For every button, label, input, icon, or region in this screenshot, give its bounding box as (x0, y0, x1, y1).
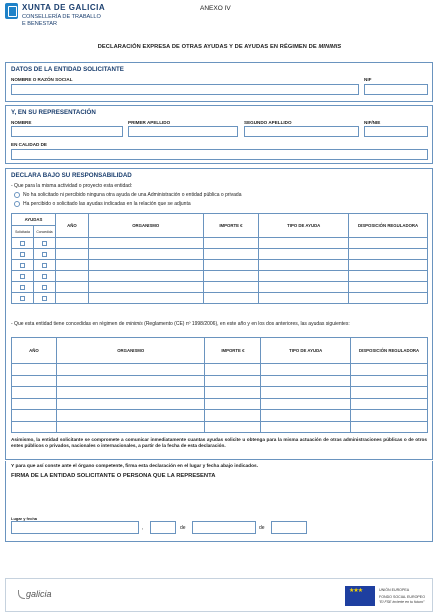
logo-title: XUNTA DE GALICIA (22, 3, 106, 12)
entity-nif-field[interactable] (364, 84, 428, 95)
solicitada-checkbox[interactable] (20, 274, 25, 279)
t1-cell[interactable] (88, 282, 203, 293)
t1-cell[interactable] (203, 282, 259, 293)
concedida-cell (33, 238, 55, 249)
eu-line3: "El FSE invierte en tu futuro" (379, 600, 425, 604)
rep-surname1-field[interactable] (128, 126, 238, 137)
t1-cell[interactable] (88, 293, 203, 304)
entity-section (5, 62, 433, 102)
t2-row (12, 375, 428, 387)
solicitada-checkbox[interactable] (20, 241, 25, 246)
t2-cell[interactable] (205, 375, 261, 387)
t2-cell[interactable] (261, 410, 351, 422)
t2-cell[interactable] (56, 364, 205, 376)
t2-cell[interactable] (205, 364, 261, 376)
t1-col-organism: ORGANISMO (88, 214, 203, 238)
t2-cell[interactable] (56, 398, 205, 410)
solicitada-checkbox[interactable] (20, 252, 25, 257)
t1-cell[interactable] (88, 271, 203, 282)
t1-cell[interactable] (55, 282, 88, 293)
t2-row (12, 410, 428, 422)
t1-cell[interactable] (203, 249, 259, 260)
declaration-intro: - Que para la misma actividad o proyecto esta entidad: (11, 183, 133, 189)
t1-cell[interactable] (88, 260, 203, 271)
t1-cell[interactable] (203, 260, 259, 271)
sub-concedida: Concedida (33, 226, 55, 238)
t1-cell[interactable] (259, 260, 349, 271)
entity-heading: DATOS DE LA ENTIDAD SOLICITANTE (11, 66, 124, 73)
t1-row (12, 238, 428, 249)
rep-nif-label: NIF/NIE (364, 120, 381, 125)
xunta-shield-icon (5, 3, 18, 19)
solicitada-checkbox[interactable] (20, 263, 25, 268)
t1-col-year: AÑO (55, 214, 88, 238)
t1-cell[interactable] (259, 282, 349, 293)
t2-cell[interactable] (56, 375, 205, 387)
option-no-aid-radio[interactable] (14, 192, 20, 198)
t1-cell[interactable] (88, 238, 203, 249)
other-aid-table (11, 213, 428, 304)
signature-section (5, 461, 433, 542)
signature-intro: Y para que así conste ante el órgano competente, firma esta declaración en el lugar y fecha abajo indicados. (11, 464, 259, 469)
eu-flag-icon: ★★★ (345, 586, 375, 606)
entity-name-field[interactable] (11, 84, 359, 95)
t1-col-regulation: DISPOSICIÓN REGULADORA (349, 214, 428, 238)
t2-row (12, 387, 428, 399)
t2-cell[interactable] (205, 387, 261, 399)
declaration-section (5, 168, 433, 460)
option-aid-label: Ha percibido o solicitado las ayudas indicadas en la relación que se adjunta (23, 201, 191, 207)
month-field[interactable] (192, 521, 256, 534)
title-italic: MINIMIS (318, 44, 342, 50)
solicitada-cell (12, 293, 34, 304)
t2-body (12, 364, 428, 433)
t1-cell[interactable] (55, 249, 88, 260)
year-field[interactable] (271, 521, 307, 534)
t2-cell[interactable] (56, 410, 205, 422)
t2-cell[interactable] (351, 410, 428, 422)
concedida-checkbox[interactable] (42, 241, 47, 246)
t2-col-type: TIPO DE AYUDA (261, 338, 351, 364)
title-main: DECLARACIÓN EXPRESA DE OTRAS AYUDAS Y DE AYUDAS EN RÉGIMEN DE (97, 44, 319, 50)
representative-heading: Y, EN SU REPRESENTACIÓN (11, 109, 96, 116)
logo-subtitle (22, 14, 101, 28)
solicitada-cell (12, 249, 34, 260)
concedida-checkbox[interactable] (42, 252, 47, 257)
solicitada-cell (12, 282, 34, 293)
t1-cell[interactable] (259, 293, 349, 304)
logo-sub-line2: E BENESTAR (22, 21, 58, 27)
galicia-swoosh-icon (18, 590, 25, 599)
minimis-aid-table (11, 337, 428, 433)
concedida-cell (33, 260, 55, 271)
document-title (0, 44, 439, 50)
t1-row (12, 249, 428, 260)
t2-col-amount: IMPORTE € (205, 338, 261, 364)
representative-section (5, 105, 433, 164)
rep-capacity-label: EN CALIDAD DE (11, 142, 47, 147)
t2-cell[interactable] (351, 421, 428, 433)
t2-cell[interactable] (351, 375, 428, 387)
t1-row (12, 282, 428, 293)
concedida-checkbox[interactable] (42, 296, 47, 301)
rep-nif-field[interactable] (364, 126, 428, 137)
t2-cell[interactable] (12, 410, 57, 422)
t2-cell[interactable] (205, 398, 261, 410)
t2-cell[interactable] (56, 387, 205, 399)
solicitada-cell (12, 271, 34, 282)
t2-row (12, 364, 428, 376)
t2-cell[interactable] (56, 421, 205, 433)
rep-capacity-field[interactable] (11, 149, 428, 160)
minimis-statement (11, 321, 427, 328)
annex-label: ANEXO IV (200, 5, 231, 12)
t1-cell[interactable] (259, 238, 349, 249)
sub-solicitada: Solicitada (12, 226, 34, 238)
minimis-post: (Reglamento (CE) nº 1998/2006), en este año y en los dos anteriores, las ayudas siguientes: (142, 321, 350, 327)
de-label-2: de (259, 525, 265, 531)
concedida-checkbox[interactable] (42, 263, 47, 268)
solicitada-checkbox[interactable] (20, 296, 25, 301)
rep-name-field[interactable] (11, 126, 123, 137)
t2-cell[interactable] (261, 387, 351, 399)
xunta-logo (5, 3, 125, 31)
t2-cell[interactable] (351, 364, 428, 376)
entity-name-label: NOMBRE O RAZÓN SOCIAL (11, 77, 73, 82)
solicitada-checkbox[interactable] (20, 285, 25, 290)
concedida-checkbox[interactable] (42, 285, 47, 290)
solicitada-cell (12, 238, 34, 249)
t2-cell[interactable] (205, 410, 261, 422)
de-label-1: de (180, 525, 186, 531)
t1-cell[interactable] (88, 249, 203, 260)
t1-cell[interactable] (55, 260, 88, 271)
t1-col-type: TIPO DE AYUDA (259, 214, 349, 238)
rep-surname1-label: PRIMER APELLIDO (128, 120, 171, 125)
rep-surname2-field[interactable] (244, 126, 359, 137)
aid-group-header: AYUDAS (12, 214, 56, 226)
place-date-label: Lugar y fecha (11, 516, 38, 521)
t1-row (12, 293, 428, 304)
concedida-checkbox[interactable] (42, 274, 47, 279)
concedida-cell (33, 282, 55, 293)
eu-line1: UNIÓN EUROPEA (379, 588, 410, 592)
concedida-cell (33, 271, 55, 282)
t2-col-year: AÑO (12, 338, 57, 364)
concedida-cell (33, 293, 55, 304)
t2-cell[interactable] (351, 398, 428, 410)
commitment-statement: Asimismo, la entidad solicitante se compromete a comunicar inmediatamente cuantas ayudas solicite u obtenga para la misma actuación de otras administraciones públicas o de otros entes públicos o privados, nacionales o internacionales, a partir de la fecha de esta declaración. (11, 437, 427, 449)
signature-heading: FIRMA DE LA ENTIDAD SOLICITANTE O PERSONA QUE LA REPRESENTA (11, 473, 216, 479)
t2-cell[interactable] (261, 421, 351, 433)
t1-col-amount: IMPORTE € (203, 214, 259, 238)
t2-cell[interactable] (261, 398, 351, 410)
t1-body (12, 238, 428, 304)
t2-cell[interactable] (351, 387, 428, 399)
eu-line2: FONDO SOCIAL EUROPEO (379, 595, 425, 599)
t1-cell[interactable] (259, 249, 349, 260)
t2-cell[interactable] (12, 364, 57, 376)
t1-cell[interactable] (55, 238, 88, 249)
entity-nif-label: NIF (364, 77, 372, 82)
galicia-logo: galicia (26, 589, 52, 599)
declaration-heading: DECLARA BAJO SU RESPONSABILIDAD (11, 172, 132, 179)
t1-cell[interactable] (55, 293, 88, 304)
t2-col-organism: ORGANISMO (56, 338, 205, 364)
rep-surname2-label: SEGUNDO APELLIDO (244, 120, 292, 125)
t2-cell[interactable] (12, 375, 57, 387)
logo-sub-line1: CONSELLERÍA DE TRABALLO (22, 14, 101, 20)
day-field[interactable] (150, 521, 176, 534)
concedida-cell (33, 249, 55, 260)
t2-cell[interactable] (12, 421, 57, 433)
place-field[interactable] (11, 521, 139, 534)
minimis-pre: - Que esta entidad tiene concedidas en régimen de (11, 321, 126, 327)
t2-col-regulation: DISPOSICIÓN REGULADORA (351, 338, 428, 364)
t2-row (12, 398, 428, 410)
t1-row (12, 271, 428, 282)
t1-cell[interactable] (349, 271, 428, 282)
option-no-aid-label: No ha solicitado ni percibido ninguna otra ayuda de una Administración o entidad pública o privada (23, 192, 242, 198)
t2-cell[interactable] (12, 398, 57, 410)
rep-name-label: NOMBRE (11, 120, 32, 125)
solicitada-cell (12, 260, 34, 271)
t1-cell[interactable] (259, 271, 349, 282)
t1-cell[interactable] (203, 271, 259, 282)
t2-cell[interactable] (12, 387, 57, 399)
t1-cell[interactable] (349, 249, 428, 260)
minimis-italic: minimis (125, 321, 143, 327)
t2-cell[interactable] (205, 421, 261, 433)
t2-cell[interactable] (261, 375, 351, 387)
t1-cell[interactable] (55, 271, 88, 282)
t1-cell[interactable] (349, 238, 428, 249)
t1-cell[interactable] (203, 293, 259, 304)
t1-row (12, 260, 428, 271)
footer (5, 578, 433, 612)
t2-cell[interactable] (261, 364, 351, 376)
place-comma: , (142, 525, 144, 531)
t2-row (12, 421, 428, 433)
option-aid-radio[interactable] (14, 201, 20, 207)
t1-cell[interactable] (349, 260, 428, 271)
t1-cell[interactable] (349, 293, 428, 304)
t1-cell[interactable] (349, 282, 428, 293)
t1-cell[interactable] (203, 238, 259, 249)
